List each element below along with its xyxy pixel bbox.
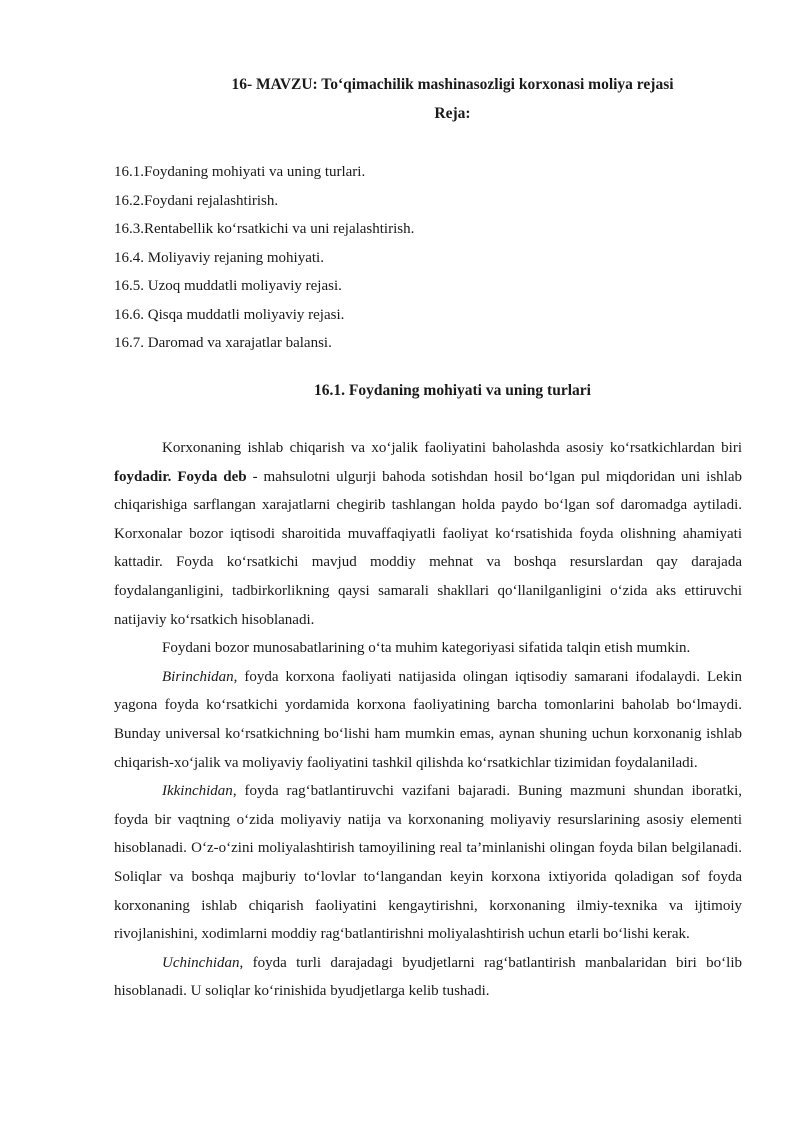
document-title: 16- MAVZU: To‘qimachilik mashinasozligi korxonasi moliya rejasi bbox=[231, 76, 674, 93]
paragraph-5-text: , foyda turli darajadagi byudjetlarni rag‘batlantirish manbalaridan biri bo‘lib hisoblanadi. U soliqlar ko‘rinishida byudjetlarga kelib tushadi. bbox=[114, 954, 742, 1000]
profit-definition-term: foydadir. Foyda deb bbox=[114, 468, 247, 485]
plan-item: 16.2.Foydani rejalashtirish. bbox=[114, 192, 279, 209]
paragraph-5 bbox=[114, 949, 742, 1006]
paragraph-4-text: , foyda rag‘batlantiruvchi vazifani bajaradi. Buning mazmuni shundan iboratki, foyda bir vaqtning o‘zida moliyaviy natija va korxonaning moliyaviy resurslarining asosiy elementi hisoblanadi. O‘z-o‘zini moliyalashtirish tamoyilining real ta’minlanishi olingan foyda bilan belgilanadi. Soliqlar va boshqa majburiy to‘lovlar to‘langandan keyin korxona ixtiyorida qoladigan sof foyda korxonaning ishlab chiqarish faoliyatini kengaytirishni, korxonaning ilmiy-texnika va ijtimoiy rivojlanishini, xodimlarni moddiy rag‘batlantirishni moliyalashtirish uchun etarli bo‘lishi kerak. bbox=[114, 783, 742, 943]
paragraph-4 bbox=[114, 777, 742, 949]
paragraph-4-lead: Ikkinchidan bbox=[162, 783, 233, 800]
plan-item: 16.7. Daromad va xarajatlar balansi. bbox=[114, 335, 332, 351]
paragraph-3-text: , foyda korxona faoliyati natijasida olingan iqtisodiy samarani ifodalaydi. Lekin yagona foyda ko‘rsatkichi yordamida korxona faoliyatining barcha tomonlarini baholab bo‘lmaydi. Bunday universal ko‘rsatkichning bo‘lishi ham mumkin emas, aynan shuning uchun korxonanig ishlab chiqarish-xo‘jalik va moliyaviy faoliyatini tashkil qilishda ko‘rsatkichlar tizimidan foydalaniladi. bbox=[114, 668, 742, 771]
paragraph-5-lead: Uchinchidan bbox=[162, 954, 240, 971]
plan-item: 16.5. Uzoq muddatli moliyaviy rejasi. bbox=[114, 278, 342, 294]
plan-list bbox=[114, 158, 414, 358]
plan-item: 16.6. Qisqa muddatli moliyaviy rejasi. bbox=[114, 306, 345, 323]
plan-item: 16.4. Moliyaviy rejaning mohiyati. bbox=[114, 249, 324, 266]
section-heading: 16.1. Foydaning mohiyati va uning turlari bbox=[314, 382, 591, 399]
plan-item: 16.1.Foydaning mohiyati va uning turlari. bbox=[114, 164, 366, 180]
paragraph-1-intro: Korxonaning ishlab chiqarish va xo‘jalik faoliyatini baholashda asosiy ko‘rsatkichlardan biri bbox=[162, 440, 742, 456]
paragraph-3 bbox=[114, 663, 742, 777]
paragraph-1-rest: - mahsulotni ulgurji bahoda sotishdan hosil bo‘lgan pul miqdoridan uni ishlab chiqarishiga sarflangan xarajatlarni chegirib tashlangan holda paydo bo‘lgan sof daromadga aytiladi. Korxonalar bozor iqtisodi sharoitida muvaffaqiyatli faoliyat ko‘rsatishida foyda olishning ahamiyati kattadir. Foyda ko‘rsatkichi mavjud moddiy mehnat va boshqa resurslardan qay darajada foydalanganligini, tadbirkorlikning qaysi samarali shakllari qo‘llanilganligini o‘zida aks ettiruvchi natijaviy ko‘rsatkich hisoblanadi. bbox=[114, 468, 742, 628]
paragraph-1 bbox=[114, 434, 742, 634]
plan-item: 16.3.Rentabellik ko‘rsatkichi va uni rejalashtirish. bbox=[114, 221, 415, 237]
plan-heading: Reja: bbox=[434, 105, 471, 122]
body-text bbox=[114, 434, 742, 1006]
paragraph-3-lead: Birinchidan bbox=[162, 668, 234, 685]
paragraph-2: Foydani bozor munosabatlarining o‘ta muhim kategoriyasi sifatida talqin etish mumkin. bbox=[162, 640, 691, 657]
